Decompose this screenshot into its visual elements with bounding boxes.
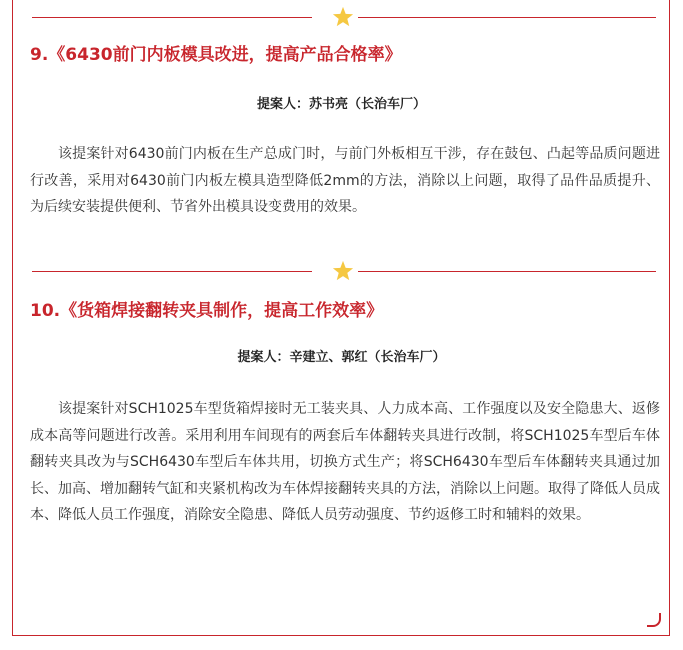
divider-line-right xyxy=(358,17,656,18)
item-proposer-10: 提案人：辛建立、郭红（长治车厂） xyxy=(237,350,446,365)
star-icon xyxy=(332,6,354,28)
item-title-9: 9.《6430前门内板模具改进，提高产品合格率》 xyxy=(30,45,402,65)
frame-corner-ornament xyxy=(647,613,661,627)
section-divider-2 xyxy=(32,262,656,282)
star-icon xyxy=(332,260,354,282)
item-body-10: 该提案针对SCH1025车型货箱焊接时无工装夹具、人力成本高、工作强度以及安全隐患大、返修成本高等问题进行改善。采用利用车间现有的两套后车体翻转夹具进行改制，将SCH1025车型后车体翻转夹具改为与SCH6430车型后车体共用，切换方式生产；将SCH6430车型后车体翻转夹具通过加长、加高、增加翻转气缸和夹紧机构改为车体焊接翻转夹具的方法，消除以上问题。取得了降低人员成本、降低人员工作强度，消除安全隐患、降低人员劳动强度、节约返修工时和辅料的效果。 xyxy=(30,401,660,523)
divider-line-left xyxy=(32,271,312,272)
section-divider-1 xyxy=(32,8,656,28)
item-body-9: 该提案针对6430前门内板在生产总成门时，与前门外板相互干涉，存在鼓包、凸起等品质问题进行改善，采用对6430前门内板左模具造型降低2mm的方法，消除以上问题，取得了品件品质提升、为后续安装提供便利、节省外出模具设变费用的效果。 xyxy=(30,146,660,215)
divider-line-left xyxy=(32,17,312,18)
divider-line-right xyxy=(358,271,656,272)
item-proposer-9: 提案人：苏书亮（长治车厂） xyxy=(256,97,426,112)
item-title-10: 10.《货箱焊接翻转夹具制作，提高工作效率》 xyxy=(30,301,384,321)
